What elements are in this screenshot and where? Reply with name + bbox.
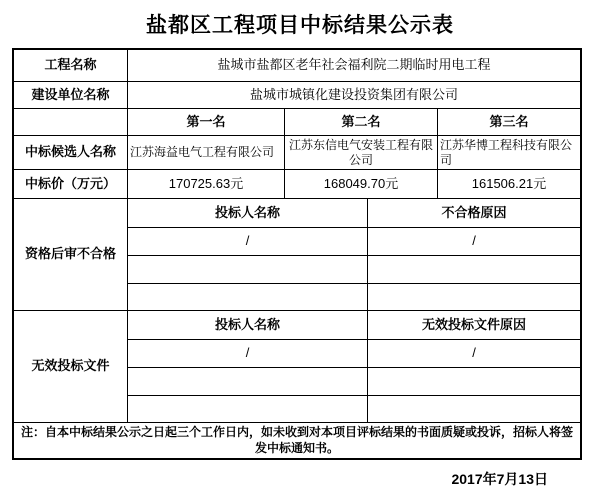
project-name-value: 盐城市盐都区老年社会福利院二期临时用电工程 <box>127 50 580 81</box>
price-label: 中标价（万元） <box>24 175 116 191</box>
pq-reason-header: 不合格原因 <box>367 199 580 227</box>
post-qualification-grid <box>127 199 580 310</box>
section-post-qualification <box>14 198 580 310</box>
invalid-bid-grid <box>127 311 580 422</box>
ib-reason-header: 无效投标文件原因 <box>367 311 580 339</box>
post-qualification-header-row <box>128 199 580 227</box>
price-second: 168049.70元 <box>284 170 437 198</box>
rank-first-header: 第一名 <box>127 109 284 135</box>
candidates-label: 中标候选人名称 <box>24 144 116 160</box>
title-bar <box>0 0 600 48</box>
date-bar <box>12 469 582 489</box>
pq-row-3-name <box>128 284 367 310</box>
builder-name-label: 建设单位名称 <box>31 86 110 102</box>
rank-empty-label <box>14 109 127 135</box>
pq-row-1-reason: / <box>367 228 580 255</box>
ib-row-1 <box>128 339 580 367</box>
pq-bidder-name-header: 投标人名称 <box>214 204 280 220</box>
pq-row-2 <box>128 255 580 283</box>
announcement-date: 2017年7月13日 <box>451 471 548 488</box>
row-rank-headers <box>14 108 580 135</box>
candidate-third: 江苏华博工程科技有限公司 <box>437 136 580 169</box>
ib-row-1-name: / <box>245 345 250 361</box>
invalid-bid-header-row <box>128 311 580 339</box>
pq-row-3 <box>128 283 580 310</box>
ib-row-3 <box>128 395 580 422</box>
ib-row-1-reason: / <box>367 340 580 367</box>
ib-row-2 <box>128 367 580 395</box>
post-qualification-label: 资格后审不合格 <box>24 246 116 262</box>
note-row <box>14 422 580 458</box>
note-text: 注：自本中标结果公示之日起三个工作日内，如未收到对本项目评标结果的书面质疑或投诉，招标人将签发中标通知书。 <box>20 425 573 455</box>
pq-row-1 <box>128 227 580 255</box>
pq-row-2-reason <box>367 256 580 283</box>
ib-row-2-reason <box>367 368 580 395</box>
pq-row-1-name: / <box>245 233 250 249</box>
project-name-label: 工程名称 <box>44 57 97 73</box>
ib-row-2-name <box>128 368 367 395</box>
section-invalid-bid <box>14 310 580 422</box>
page-title: 盐都区工程项目中标结果公示表 <box>146 14 454 37</box>
row-project-name <box>14 50 580 81</box>
pq-row-3-reason <box>367 284 580 310</box>
bid-result-table <box>12 48 582 460</box>
invalid-bid-label: 无效投标文件 <box>31 358 110 374</box>
rank-second-header: 第二名 <box>284 109 437 135</box>
ib-row-3-name <box>128 396 367 422</box>
ib-bidder-name-header: 投标人名称 <box>214 316 280 332</box>
row-candidates <box>14 135 580 169</box>
price-first: 170725.63元 <box>127 170 284 198</box>
rank-third-header: 第三名 <box>437 109 580 135</box>
pq-row-2-name <box>128 256 367 283</box>
candidate-first: 江苏海益电气工程有限公司 <box>127 136 284 169</box>
ib-row-3-reason <box>367 396 580 422</box>
candidate-second: 江苏东信电气安装工程有限公司 <box>284 136 437 169</box>
row-builder-name <box>14 81 580 108</box>
price-third: 161506.21元 <box>437 170 580 198</box>
row-prices <box>14 169 580 198</box>
builder-name-value: 盐城市城镇化建设投资集团有限公司 <box>127 82 580 108</box>
